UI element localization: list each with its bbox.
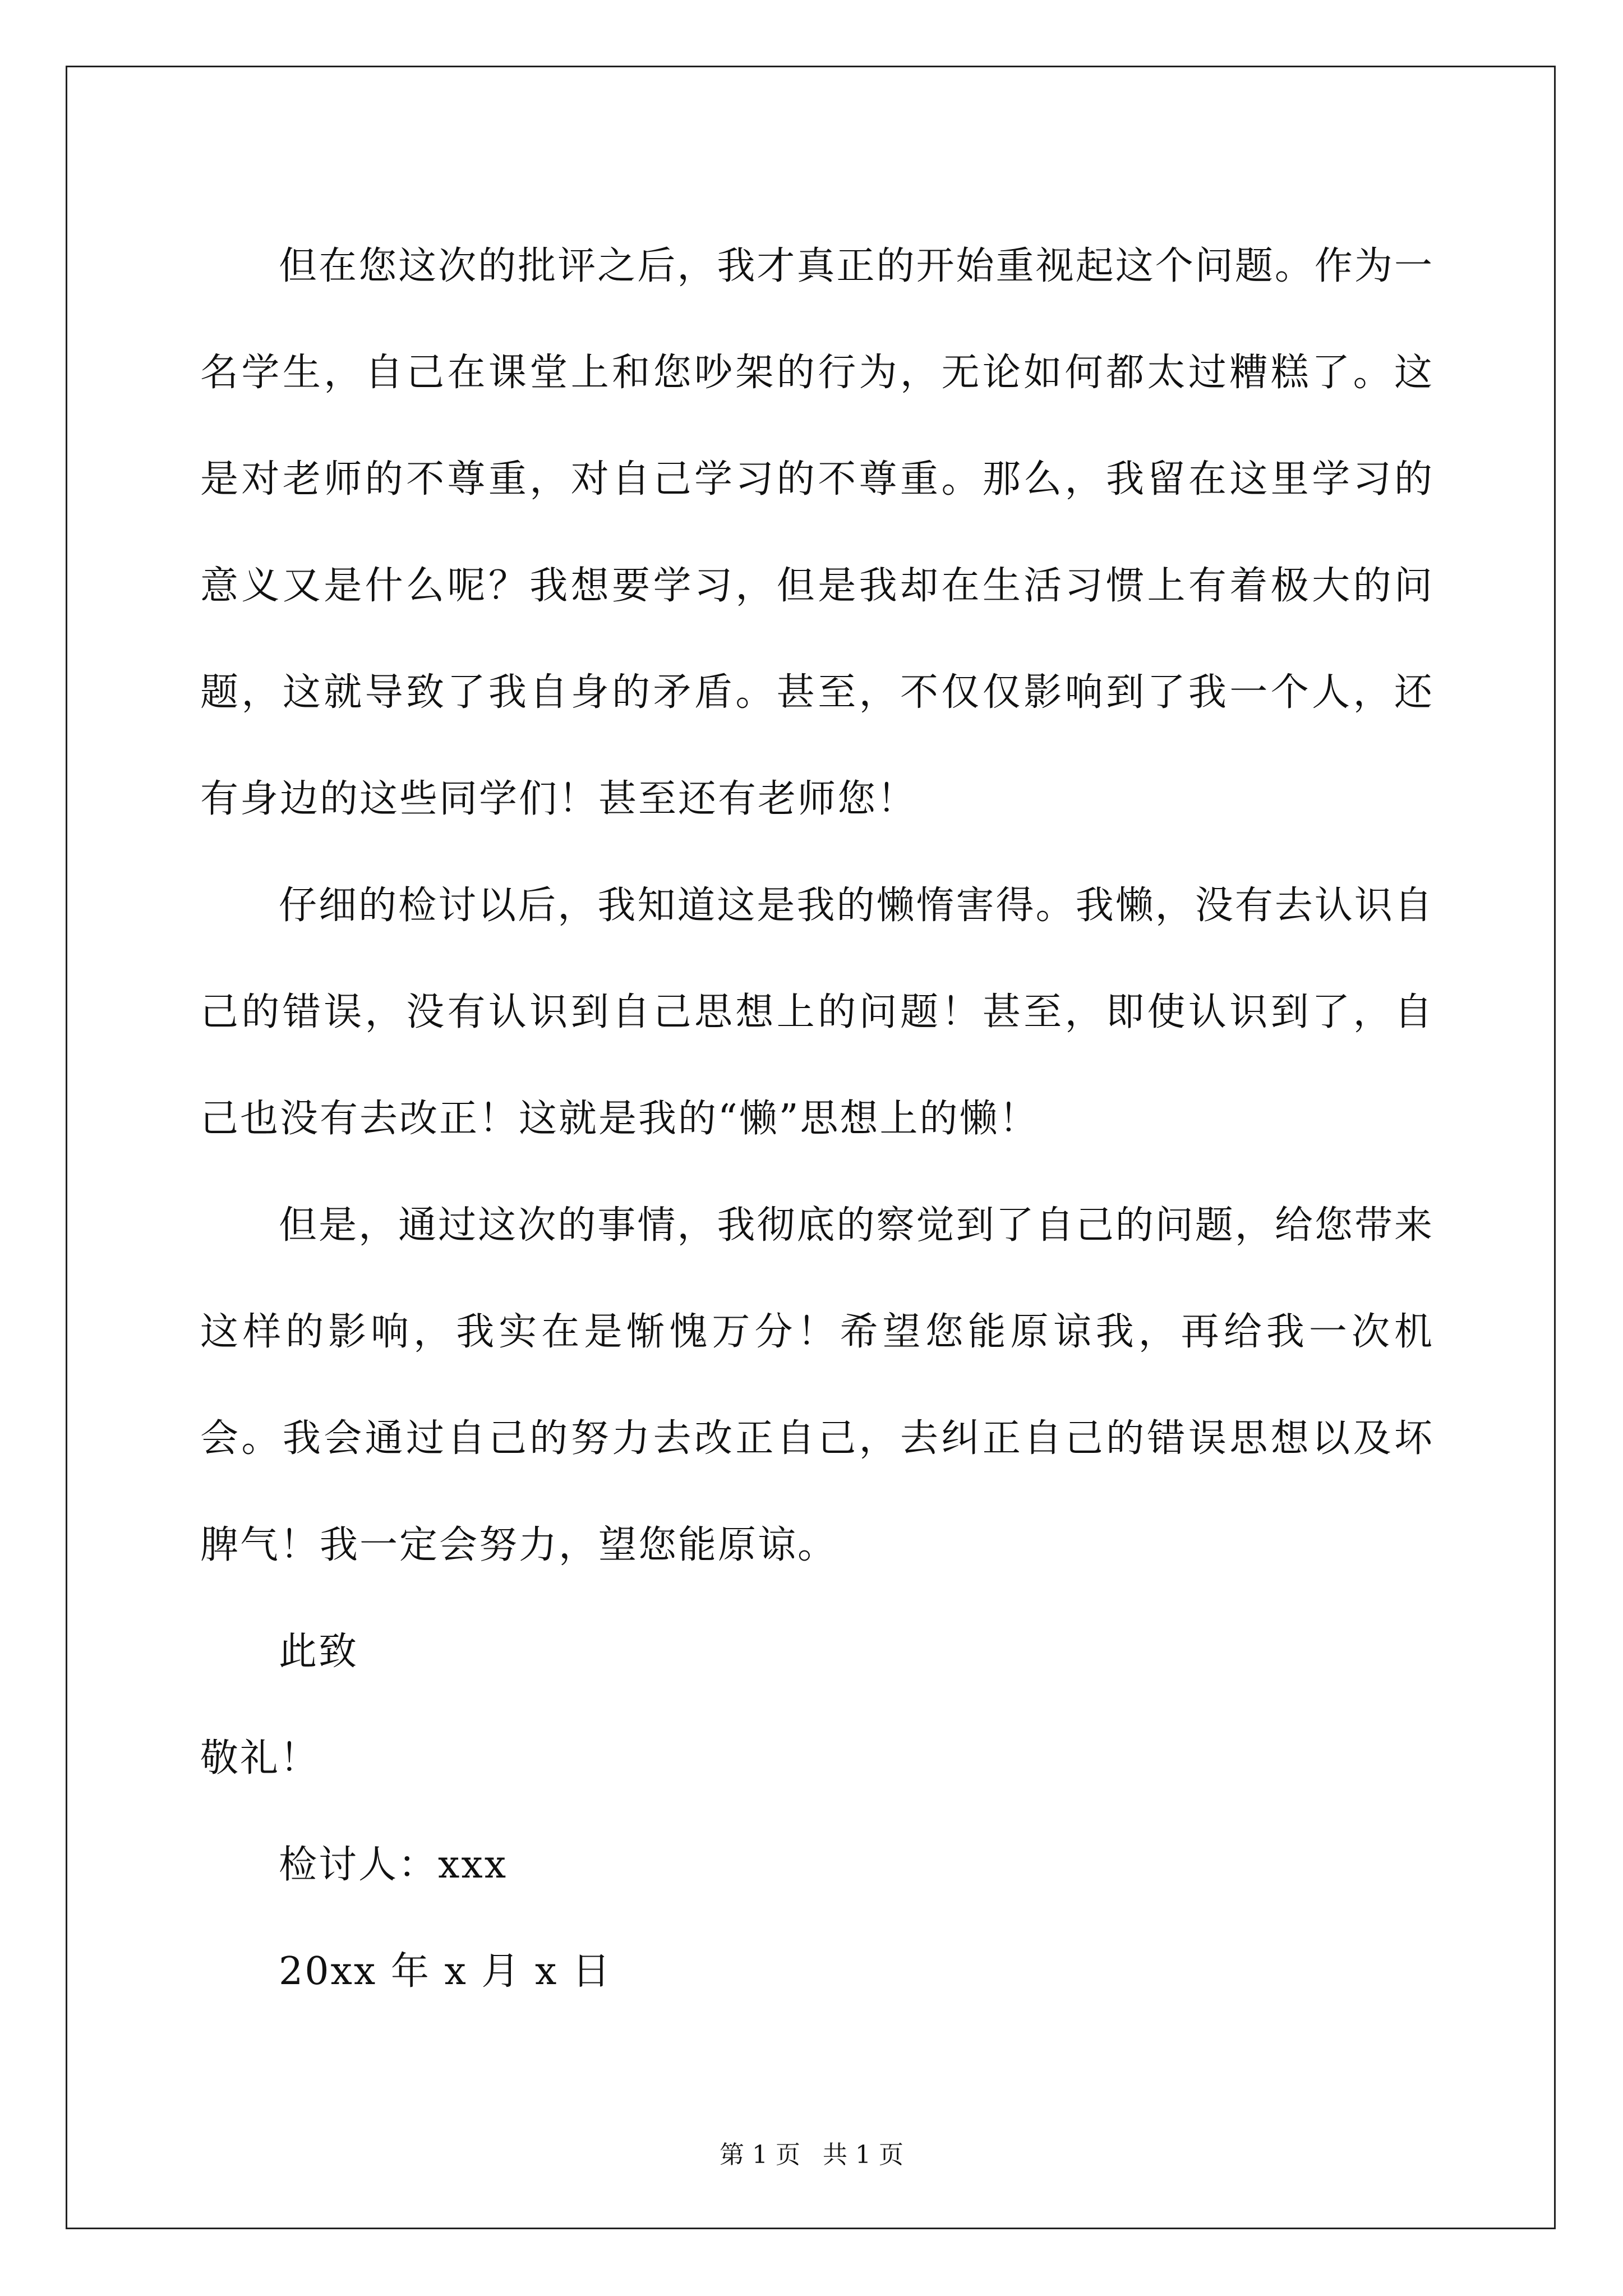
signature: 检讨人：xxx xyxy=(279,1843,508,1887)
date: 20xx 年 x 月 x 日 xyxy=(279,1949,612,1994)
paragraph-2: 仔细的检讨以后，我知道这是我的懒惰害得。我懒，没有去认识自己的错误，没有认识到自己思想上的问题！甚至，即使认识到了，自己也没有去改正！这就是我的“懒”思想上的懒！ xyxy=(200,884,1434,1141)
letter-body xyxy=(200,213,1434,2025)
page-number: 第 1 页 xyxy=(720,2141,800,2169)
salutation: 敬礼！ xyxy=(200,1736,320,1780)
closing: 此致 xyxy=(279,1630,359,1674)
paragraph-1: 但在您这次的批评之后，我才真正的开始重视起这个问题。作为一名学生，自己在课堂上和您吵架的行为，无论如何都太过糟糕了。这是对老师的不尊重，对自己学习的不尊重。那么，我留在这里学习的意义又是什么呢？我想要学习，但是我却在生活习惯上有着极大的问题，这就导致了我自身的矛盾。甚至，不仅仅影响到了我一个人，还有身边的这些同学们！甚至还有老师您！ xyxy=(200,244,1434,821)
page-footer xyxy=(0,2138,1623,2172)
page-total: 共 1 页 xyxy=(823,2141,903,2169)
paragraph-3: 但是，通过这次的事情，我彻底的察觉到了自己的问题，给您带来这样的影响，我实在是惭愧万分！希望您能原谅我，再给我一次机会。我会通过自己的努力去改正自己，去纠正自己的错误思想以及坏脾气！我一定会努力，望您能原谅。 xyxy=(200,1203,1434,1567)
